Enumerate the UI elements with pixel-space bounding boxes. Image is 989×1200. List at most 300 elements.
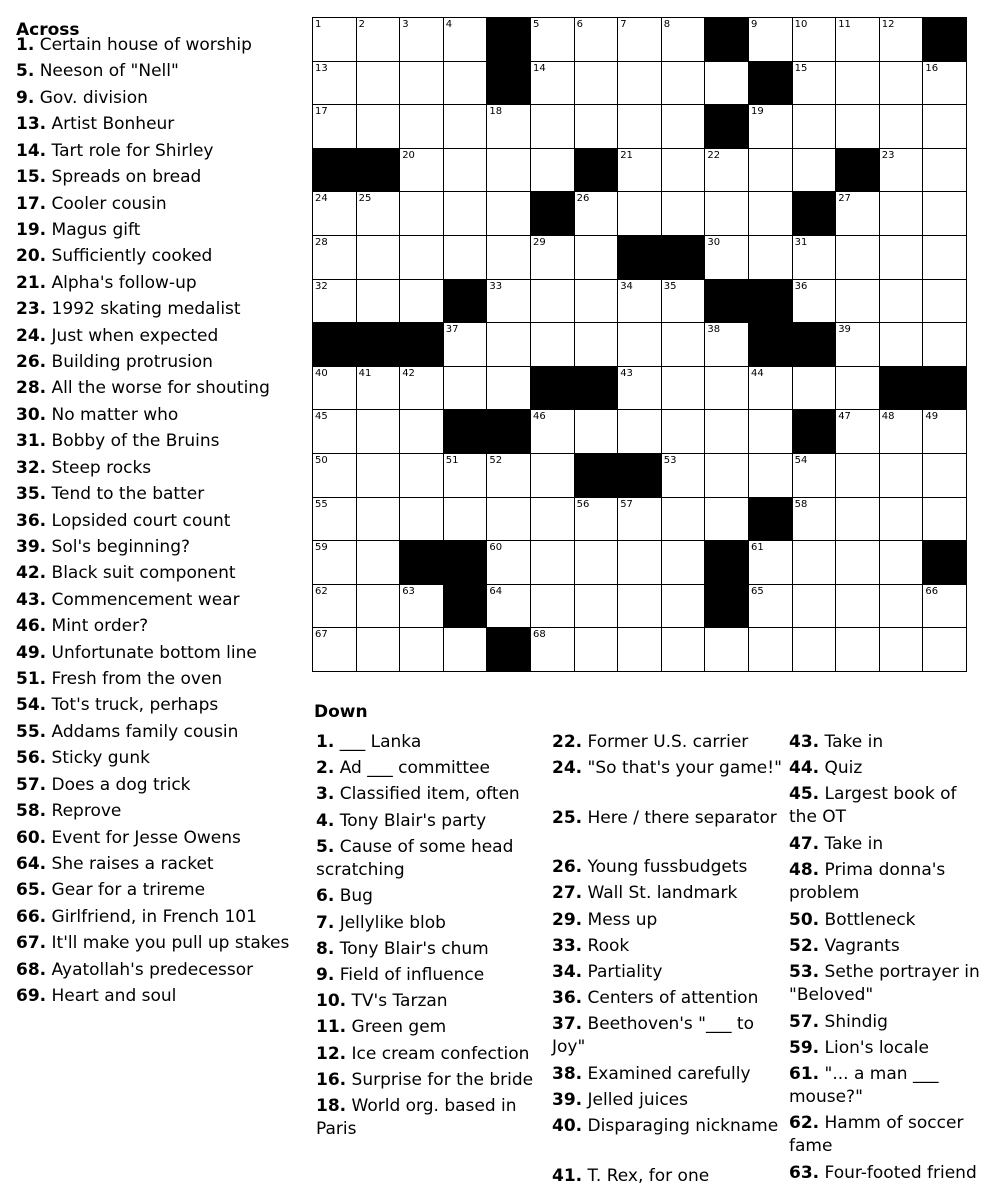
grid-cell[interactable] <box>356 497 401 542</box>
grid-cell[interactable] <box>922 497 967 542</box>
clue-item[interactable] <box>16 219 140 242</box>
grid-cell[interactable] <box>835 627 880 672</box>
clue-item[interactable] <box>16 351 213 374</box>
clue-number: 47. <box>789 833 820 854</box>
grid-cell[interactable] <box>530 148 575 193</box>
grid-cell[interactable] <box>748 148 793 193</box>
grid-cell[interactable] <box>312 409 357 454</box>
clue-item[interactable] <box>316 757 546 780</box>
grid-cell[interactable] <box>530 235 575 280</box>
clue-item[interactable] <box>16 193 167 216</box>
grid-cell-black <box>704 104 749 149</box>
grid-cell[interactable] <box>748 235 793 280</box>
grid-cell[interactable] <box>835 366 880 411</box>
grid-cell[interactable] <box>486 497 531 542</box>
grid-cell[interactable] <box>617 627 662 672</box>
grid-cell[interactable] <box>312 279 357 324</box>
grid-cell[interactable] <box>356 235 401 280</box>
clue-item[interactable] <box>16 906 257 929</box>
grid-cell[interactable] <box>704 453 749 498</box>
grid-cell[interactable] <box>922 191 967 236</box>
clue-text: Four-footed friend <box>819 1162 977 1183</box>
grid-cell[interactable] <box>704 148 749 193</box>
grid-cell[interactable] <box>530 497 575 542</box>
grid-cell[interactable] <box>661 453 706 498</box>
clue-number: 7. <box>316 912 335 933</box>
grid-cell[interactable] <box>617 322 662 367</box>
grid-cell[interactable] <box>312 235 357 280</box>
clue-text: Take in <box>819 833 884 854</box>
clue-item[interactable] <box>16 774 191 797</box>
clue-item[interactable] <box>552 909 782 932</box>
clue-number: 26. <box>552 857 583 878</box>
cell-number: 10 <box>794 19 808 30</box>
grid-cell[interactable] <box>443 497 488 542</box>
clue-item[interactable] <box>316 990 546 1013</box>
clue-item[interactable] <box>16 113 174 136</box>
grid-cell[interactable] <box>879 497 924 542</box>
clue-number: 17. <box>16 193 47 214</box>
clue-item[interactable] <box>16 325 218 348</box>
grid-cell[interactable] <box>792 104 837 149</box>
grid-cell[interactable] <box>617 279 662 324</box>
clue-item[interactable] <box>16 747 150 770</box>
grid-cell[interactable] <box>661 409 706 454</box>
grid-cell[interactable] <box>356 104 401 149</box>
cell-number: 35 <box>663 280 677 292</box>
grid-cell[interactable] <box>443 191 488 236</box>
clue-item[interactable] <box>316 938 546 961</box>
grid-cell[interactable] <box>356 453 401 498</box>
grid-cell[interactable] <box>530 409 575 454</box>
grid-cell[interactable] <box>530 322 575 367</box>
clue-item[interactable] <box>552 1165 782 1188</box>
grid-cell[interactable] <box>399 61 444 106</box>
grid-cell[interactable] <box>748 366 793 411</box>
grid-cell[interactable] <box>399 497 444 542</box>
grid-cell[interactable] <box>879 17 924 62</box>
clue-item[interactable] <box>16 87 148 110</box>
grid-cell[interactable] <box>443 148 488 193</box>
grid-cell[interactable] <box>486 366 531 411</box>
grid-cell[interactable] <box>748 104 793 149</box>
clue-number: 66. <box>16 906 47 927</box>
grid-cell[interactable] <box>792 627 837 672</box>
clue-item[interactable] <box>16 642 257 665</box>
cell-number: 33 <box>489 280 503 292</box>
clue-item[interactable] <box>552 961 782 984</box>
clue-item[interactable] <box>316 885 546 908</box>
grid-cell-black <box>879 366 924 411</box>
clue-item[interactable] <box>16 589 240 612</box>
clue-item[interactable] <box>552 987 782 1010</box>
grid-cell[interactable] <box>704 409 749 454</box>
grid-cell[interactable] <box>704 366 749 411</box>
grid-cell[interactable] <box>704 191 749 236</box>
grid-cell-black <box>443 409 488 454</box>
grid-cell[interactable] <box>399 627 444 672</box>
grid-cell[interactable] <box>574 322 619 367</box>
grid-cell[interactable] <box>530 453 575 498</box>
grid-cell[interactable] <box>879 584 924 629</box>
grid-cell[interactable] <box>356 584 401 629</box>
grid-cell[interactable] <box>574 104 619 149</box>
grid-cell[interactable] <box>661 61 706 106</box>
grid-cell[interactable] <box>835 61 880 106</box>
grid-cell[interactable] <box>835 584 880 629</box>
grid-cell[interactable] <box>835 540 880 585</box>
clue-item[interactable] <box>16 562 236 585</box>
grid-cell[interactable] <box>617 497 662 542</box>
clue-item[interactable] <box>16 536 190 559</box>
grid-cell[interactable] <box>792 453 837 498</box>
grid-cell[interactable] <box>661 497 706 542</box>
clue-item[interactable] <box>16 483 204 506</box>
clue-item[interactable] <box>552 856 782 879</box>
grid-cell[interactable] <box>748 540 793 585</box>
cell-number: 47 <box>838 411 851 423</box>
grid-cell[interactable] <box>748 409 793 454</box>
grid-cell[interactable] <box>617 148 662 193</box>
grid-cell[interactable] <box>835 497 880 542</box>
clue-item[interactable] <box>316 912 546 935</box>
grid-cell[interactable] <box>530 627 575 672</box>
grid-cell[interactable] <box>399 279 444 324</box>
clue-item[interactable] <box>316 810 546 833</box>
grid-cell[interactable] <box>574 627 619 672</box>
grid-cell[interactable] <box>792 148 837 193</box>
grid-cell[interactable] <box>530 17 575 62</box>
clue-item[interactable] <box>16 853 214 876</box>
grid-cell[interactable] <box>443 235 488 280</box>
grid-cell[interactable] <box>356 61 401 106</box>
clue-number: 54. <box>16 695 47 716</box>
clue-item[interactable] <box>16 60 179 83</box>
clue-item[interactable] <box>16 377 270 400</box>
grid-cell[interactable] <box>879 540 924 585</box>
grid-cell[interactable] <box>312 366 357 411</box>
clue-item[interactable] <box>16 272 197 295</box>
cell-number: 49 <box>925 411 939 423</box>
clue-item[interactable] <box>789 935 989 958</box>
grid-cell[interactable] <box>617 17 662 62</box>
grid-cell[interactable] <box>530 104 575 149</box>
clue-item[interactable] <box>316 1043 546 1066</box>
grid-cell[interactable] <box>617 540 662 585</box>
clue-item[interactable] <box>316 783 546 806</box>
grid-cell[interactable] <box>617 366 662 411</box>
clue-item[interactable] <box>789 1112 989 1158</box>
clue-item[interactable] <box>16 615 148 638</box>
grid-cell[interactable] <box>879 191 924 236</box>
clue-item[interactable] <box>789 833 989 856</box>
clue-item[interactable] <box>552 1115 782 1138</box>
clue-number: 3. <box>316 784 335 805</box>
grid-cell[interactable] <box>661 627 706 672</box>
grid-cell[interactable] <box>530 540 575 585</box>
cell-number: 12 <box>881 19 895 30</box>
grid-cell[interactable] <box>312 627 357 672</box>
grid-cell[interactable] <box>312 540 357 585</box>
clue-text: Ayatollah's predecessor <box>46 959 254 980</box>
grid-cell[interactable] <box>704 61 749 106</box>
grid-cell[interactable] <box>922 627 967 672</box>
grid-cell[interactable] <box>356 279 401 324</box>
grid-cell[interactable] <box>879 322 924 367</box>
grid-cell[interactable] <box>792 366 837 411</box>
grid-cell[interactable] <box>661 191 706 236</box>
grid-cell[interactable] <box>748 453 793 498</box>
grid-cell[interactable] <box>922 584 967 629</box>
grid-cell[interactable] <box>704 322 749 367</box>
clue-item[interactable] <box>16 668 222 691</box>
grid-cell[interactable] <box>399 148 444 193</box>
clue-item[interactable] <box>789 1162 989 1185</box>
grid-cell[interactable] <box>922 235 967 280</box>
grid-cell[interactable] <box>922 322 967 367</box>
clue-item[interactable] <box>789 961 989 1007</box>
grid-cell[interactable] <box>486 540 531 585</box>
grid-cell[interactable] <box>443 17 488 62</box>
grid-cell[interactable] <box>486 584 531 629</box>
grid-cell[interactable] <box>399 235 444 280</box>
cell-number: 45 <box>315 411 328 423</box>
grid-cell[interactable] <box>835 17 880 62</box>
clue-item[interactable] <box>316 836 546 882</box>
clue-item[interactable] <box>789 1011 989 1034</box>
grid-cell[interactable] <box>443 104 488 149</box>
grid-cell[interactable] <box>922 148 967 193</box>
grid-cell[interactable] <box>356 540 401 585</box>
grid-cell[interactable] <box>617 104 662 149</box>
clue-item[interactable] <box>316 731 546 754</box>
grid-cell[interactable] <box>617 409 662 454</box>
grid-cell[interactable] <box>879 279 924 324</box>
grid-cell[interactable] <box>879 235 924 280</box>
grid-cell[interactable] <box>356 191 401 236</box>
clue-item[interactable] <box>789 731 989 754</box>
grid-cell[interactable] <box>661 17 706 62</box>
clue-item[interactable] <box>16 959 253 982</box>
grid-cell[interactable] <box>835 453 880 498</box>
grid-cell[interactable] <box>486 322 531 367</box>
grid-cell[interactable] <box>879 61 924 106</box>
clue-item[interactable] <box>16 932 289 955</box>
clue-item[interactable] <box>552 1063 782 1086</box>
grid-cell[interactable] <box>443 322 488 367</box>
grid-cell[interactable] <box>835 235 880 280</box>
grid-cell[interactable] <box>835 279 880 324</box>
clue-item[interactable] <box>316 1069 546 1092</box>
clue-item[interactable] <box>316 964 546 987</box>
grid-cell[interactable] <box>879 104 924 149</box>
grid-cell[interactable] <box>356 17 401 62</box>
grid-cell[interactable] <box>835 191 880 236</box>
grid-cell[interactable] <box>486 148 531 193</box>
clue-item[interactable] <box>16 985 176 1008</box>
cell-number: 5 <box>533 19 540 30</box>
grid-cell[interactable] <box>530 61 575 106</box>
grid-cell[interactable] <box>530 584 575 629</box>
grid-cell[interactable] <box>792 235 837 280</box>
grid-cell[interactable] <box>792 497 837 542</box>
grid-cell[interactable] <box>922 453 967 498</box>
clue-item[interactable] <box>789 909 989 932</box>
grid-cell[interactable] <box>486 453 531 498</box>
grid-cell[interactable] <box>748 191 793 236</box>
grid-cell[interactable] <box>312 497 357 542</box>
grid-cell-black <box>617 453 662 498</box>
clue-number: 51. <box>16 669 47 689</box>
grid-cell[interactable] <box>399 409 444 454</box>
grid-cell[interactable] <box>486 235 531 280</box>
grid-cell[interactable] <box>792 584 837 629</box>
grid-cell[interactable] <box>574 497 619 542</box>
grid-cell[interactable] <box>574 191 619 236</box>
clue-item[interactable] <box>316 1095 546 1141</box>
grid-cell[interactable] <box>356 366 401 411</box>
grid-cell[interactable] <box>443 61 488 106</box>
grid-cell[interactable] <box>574 61 619 106</box>
grid-cell[interactable] <box>879 409 924 454</box>
clue-item[interactable] <box>16 879 205 902</box>
clue-item[interactable] <box>16 827 241 850</box>
grid-cell-black <box>922 540 967 585</box>
grid-cell[interactable] <box>835 409 880 454</box>
clue-item[interactable] <box>789 1063 989 1109</box>
grid-cell[interactable] <box>530 279 575 324</box>
grid-cell[interactable] <box>443 366 488 411</box>
grid-cell[interactable] <box>617 191 662 236</box>
grid-cell[interactable] <box>312 584 357 629</box>
cell-number: 59 <box>315 542 328 554</box>
clue-number: 43. <box>16 589 47 610</box>
clue-item[interactable] <box>316 1016 546 1039</box>
grid-cell[interactable] <box>748 584 793 629</box>
grid-cell[interactable] <box>661 584 706 629</box>
clue-item[interactable] <box>16 166 201 189</box>
clue-item[interactable] <box>552 1013 782 1059</box>
grid-cell[interactable] <box>399 453 444 498</box>
cell-number: 48 <box>881 411 895 423</box>
clue-item[interactable] <box>552 1089 782 1112</box>
clue-item[interactable] <box>16 245 212 268</box>
grid-cell[interactable] <box>922 409 967 454</box>
grid-cell[interactable] <box>443 453 488 498</box>
grid-cell[interactable] <box>617 584 662 629</box>
clue-item[interactable] <box>16 404 178 427</box>
clue-text: No matter who <box>46 404 179 425</box>
clue-text: Classified item, often <box>334 784 520 805</box>
grid-cell[interactable] <box>312 104 357 149</box>
grid-cell[interactable] <box>661 366 706 411</box>
grid-cell[interactable] <box>748 627 793 672</box>
grid-cell[interactable] <box>661 322 706 367</box>
clue-item[interactable] <box>552 935 782 958</box>
grid-cell[interactable] <box>399 584 444 629</box>
grid-cell[interactable] <box>399 366 444 411</box>
grid-cell[interactable] <box>399 191 444 236</box>
grid-cell[interactable] <box>574 279 619 324</box>
grid-cell[interactable] <box>312 17 357 62</box>
clue-item[interactable] <box>552 757 782 780</box>
clue-item[interactable] <box>789 1037 989 1060</box>
grid-cell[interactable] <box>835 104 880 149</box>
grid-cell[interactable] <box>879 148 924 193</box>
grid-cell[interactable] <box>312 61 357 106</box>
clue-item[interactable] <box>16 800 121 823</box>
clue-number: 20. <box>16 246 47 267</box>
clue-item[interactable] <box>789 783 989 829</box>
clue-text: Unfortunate bottom line <box>46 642 257 663</box>
cell-number: 7 <box>620 19 627 30</box>
grid-cell[interactable] <box>792 279 837 324</box>
clue-item[interactable] <box>16 34 252 57</box>
clue-item[interactable] <box>16 694 218 717</box>
clue-item[interactable] <box>789 757 989 780</box>
grid-cell[interactable] <box>574 584 619 629</box>
grid-cell[interactable] <box>486 279 531 324</box>
grid-cell[interactable] <box>443 627 488 672</box>
grid-cell[interactable] <box>922 61 967 106</box>
clue-item[interactable] <box>552 807 782 830</box>
grid-cell[interactable] <box>617 61 662 106</box>
clue-item[interactable] <box>16 457 151 480</box>
clue-item[interactable] <box>789 859 989 905</box>
clue-item[interactable] <box>16 510 230 533</box>
grid-cell[interactable] <box>922 104 967 149</box>
clue-number: 32. <box>16 457 47 478</box>
grid-cell[interactable] <box>661 540 706 585</box>
grid-cell[interactable] <box>661 104 706 149</box>
grid-cell[interactable] <box>879 453 924 498</box>
grid-cell[interactable] <box>661 279 706 324</box>
clue-text: Sticky gunk <box>46 748 150 769</box>
clue-text: Field of influence <box>334 964 485 985</box>
clue-item[interactable] <box>16 298 241 321</box>
grid-cell-black <box>617 235 662 280</box>
clue-item[interactable] <box>552 882 782 905</box>
grid-cell[interactable] <box>312 191 357 236</box>
grid-cell[interactable] <box>704 497 749 542</box>
clue-item[interactable] <box>16 140 213 163</box>
grid-cell[interactable] <box>835 322 880 367</box>
grid-cell[interactable] <box>748 17 793 62</box>
grid-cell[interactable] <box>792 61 837 106</box>
grid-cell[interactable] <box>574 540 619 585</box>
grid-cell[interactable] <box>356 627 401 672</box>
clue-item[interactable] <box>16 430 220 453</box>
grid-cell[interactable] <box>574 409 619 454</box>
grid-cell[interactable] <box>792 540 837 585</box>
grid-cell[interactable] <box>356 409 401 454</box>
grid-cell[interactable] <box>792 17 837 62</box>
grid-cell[interactable] <box>704 627 749 672</box>
grid-cell[interactable] <box>574 17 619 62</box>
clue-item[interactable] <box>552 731 782 754</box>
grid-cell[interactable] <box>399 104 444 149</box>
grid-cell[interactable] <box>574 235 619 280</box>
grid-cell[interactable] <box>399 17 444 62</box>
grid-cell[interactable] <box>704 235 749 280</box>
grid-cell[interactable] <box>879 627 924 672</box>
clue-item[interactable] <box>16 721 238 744</box>
grid-cell[interactable] <box>312 453 357 498</box>
grid-cell[interactable] <box>922 279 967 324</box>
grid-cell[interactable] <box>661 148 706 193</box>
grid-cell[interactable] <box>486 104 531 149</box>
grid-cell[interactable] <box>486 191 531 236</box>
